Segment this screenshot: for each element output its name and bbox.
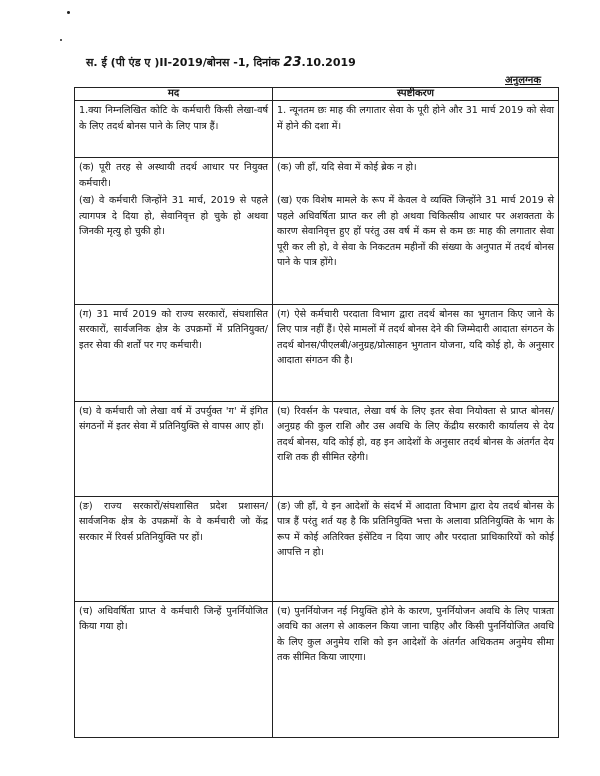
column-header-explanation: स्पष्टीकरण: [273, 88, 559, 101]
table-row: [75, 101, 559, 158]
table-row: [75, 191, 559, 304]
annexure-label: अनुलग्नक: [505, 75, 542, 86]
table-row: [75, 304, 559, 401]
table-row: [75, 496, 559, 601]
explanation-cell: (क) जी हाँ, यदि सेवा में कोई ब्रेक न हो।: [273, 158, 559, 192]
item-cell: 1.क्या निम्नलिखित कोटि के कर्मचारी किसी लेखा-वर्ष के लिए तदर्थ बोनस पाने के लिए पात्र हैं।: [75, 101, 273, 158]
file-ref-suffix: .10.2019: [301, 56, 356, 69]
item-cell: (च) अधिवर्षिता प्राप्त वे कर्मचारी जिन्हें पुनर्नियोजित किया गया हो।: [75, 601, 273, 737]
explanation-cell: (ङ) जी हाँ, ये इन आदेशों के संदर्भ में आदाता विभाग द्वारा देय तदर्थ बोनस के पात्र हैं परंतु शर्त यह है कि प्रतिनियुक्ति भत्ता के अलावा प्रतिनियुक्ति के भाग के रूप में कोई अतिरिक्त इंसेंटिव न दिया जाए और परदाता प्राधिकारियों को कोई आपत्ति न हो।: [273, 496, 559, 601]
item-cell: (ख) वे कर्मचारी जिन्होंने 31 मार्च, 2019 से पहले त्यागपत्र दे दिया हो, सेवानिवृत्त हो चुके हो अथवा जिनकी मृत्यु हो चुकी हो।: [75, 191, 273, 304]
table-row: [75, 401, 559, 496]
explanation-cell: (च) पुनर्नियोजन नई नियुक्ति होने के कारण, पुनर्नियोजन अवधि के लिए पात्रता अवधि का अलग से आकलन किया जाना चाहिए और किसी पुनर्नियोजित अवधि के लिए कुल अनुमेय राशि को इन आदेशों के अंतर्गत अधिकतम अनुमेय सीमा तक सीमित किया जाएगा।: [273, 601, 559, 737]
file-reference: [86, 55, 356, 70]
item-cell: (क) पूरी तरह से अस्थायी तदर्थ आधार पर नियुक्त कर्मचारी।: [75, 158, 273, 192]
explanation-cell: 1. न्यूनतम छः माह की लगातार सेवा के पूरी होने और 31 मार्च 2019 को सेवा में होने की दशा में।: [273, 101, 559, 158]
file-ref-day: 23: [283, 55, 302, 70]
clarification-table: [74, 87, 559, 738]
explanation-cell: (ग) ऐसे कर्मचारी परदाता विभाग द्वारा तदर्थ बोनस का भुगतान किए जाने के लिए पात्र नहीं हैं। ऐसे मामलों में तदर्थ बोनस देने की जिम्मेदारी आदाता संगठन के तदर्थ बोनस/पीएलबी/अनुग्रह/प्रोत्साहन भुगतान योजना, यदि कोई हो, के अनुसार आदाता संगठन की है।: [273, 304, 559, 401]
table-row: [75, 601, 559, 737]
table-row: [75, 158, 559, 192]
item-cell: (ग) 31 मार्च 2019 को राज्य सरकारों, संघशासित सरकारों, सार्वजनिक क्षेत्र के उपक्रमों में प्रतिनियुक्त/इतर सेवा की शर्तों पर गए कर्मचारी।: [75, 304, 273, 401]
table-header-row: [75, 88, 559, 101]
explanation-cell: (घ) रिवर्सन के पश्चात, लेखा वर्ष के लिए इतर सेवा नियोक्ता से प्राप्त बोनस/अनुग्रह की कुल राशि और उस अवधि के लिए केंद्रीय सरकारी कार्यालय से देय तदर्थ बोनस, यदि कोई हो, वह इन आदेशों के अनुसार तदर्थ बोनस के अंतर्गत देय राशि तक ही सीमित रहेगी।: [273, 401, 559, 496]
item-cell: (घ) वे कर्मचारी जो लेखा वर्ष में उपर्युक्त 'ग' में इंगित संगठनों में इतर सेवा में प्रतिनियुक्ति से वापस आए हों।: [75, 401, 273, 496]
scan-speck: [67, 11, 70, 14]
explanation-cell: (ख) एक विशेष मामले के रूप में केवल वे व्यक्ति जिन्होंने 31 मार्च 2019 से पहले अधिवर्षिता प्राप्त कर ली हो अथवा चिकित्सीय आधार पर अशक्तता के कारण सेवानिवृत्त हुए हों परंतु उस वर्ष में कम से कम छः माह की लगातार सेवा पूरी कर ली हो, वे सेवा के निकटतम महीनों की संख्या के अनुपात में तदर्थ बोनस पाने के पात्र होंगे।: [273, 191, 559, 304]
column-header-item: मद: [75, 88, 273, 101]
file-ref-prefix: स. ई (पी एंड ए )II-2019/बोनस -1, दिनांक: [86, 56, 280, 69]
item-cell: (ङ) राज्य सरकारों/संघशासित प्रदेश प्रशासन/सार्वजनिक क्षेत्र के उपक्रमों के वे कर्मचारी जो केंद्र सरकार में रिवर्स प्रतिनियुक्ति पर हों।: [75, 496, 273, 601]
scan-speck: [60, 39, 62, 41]
